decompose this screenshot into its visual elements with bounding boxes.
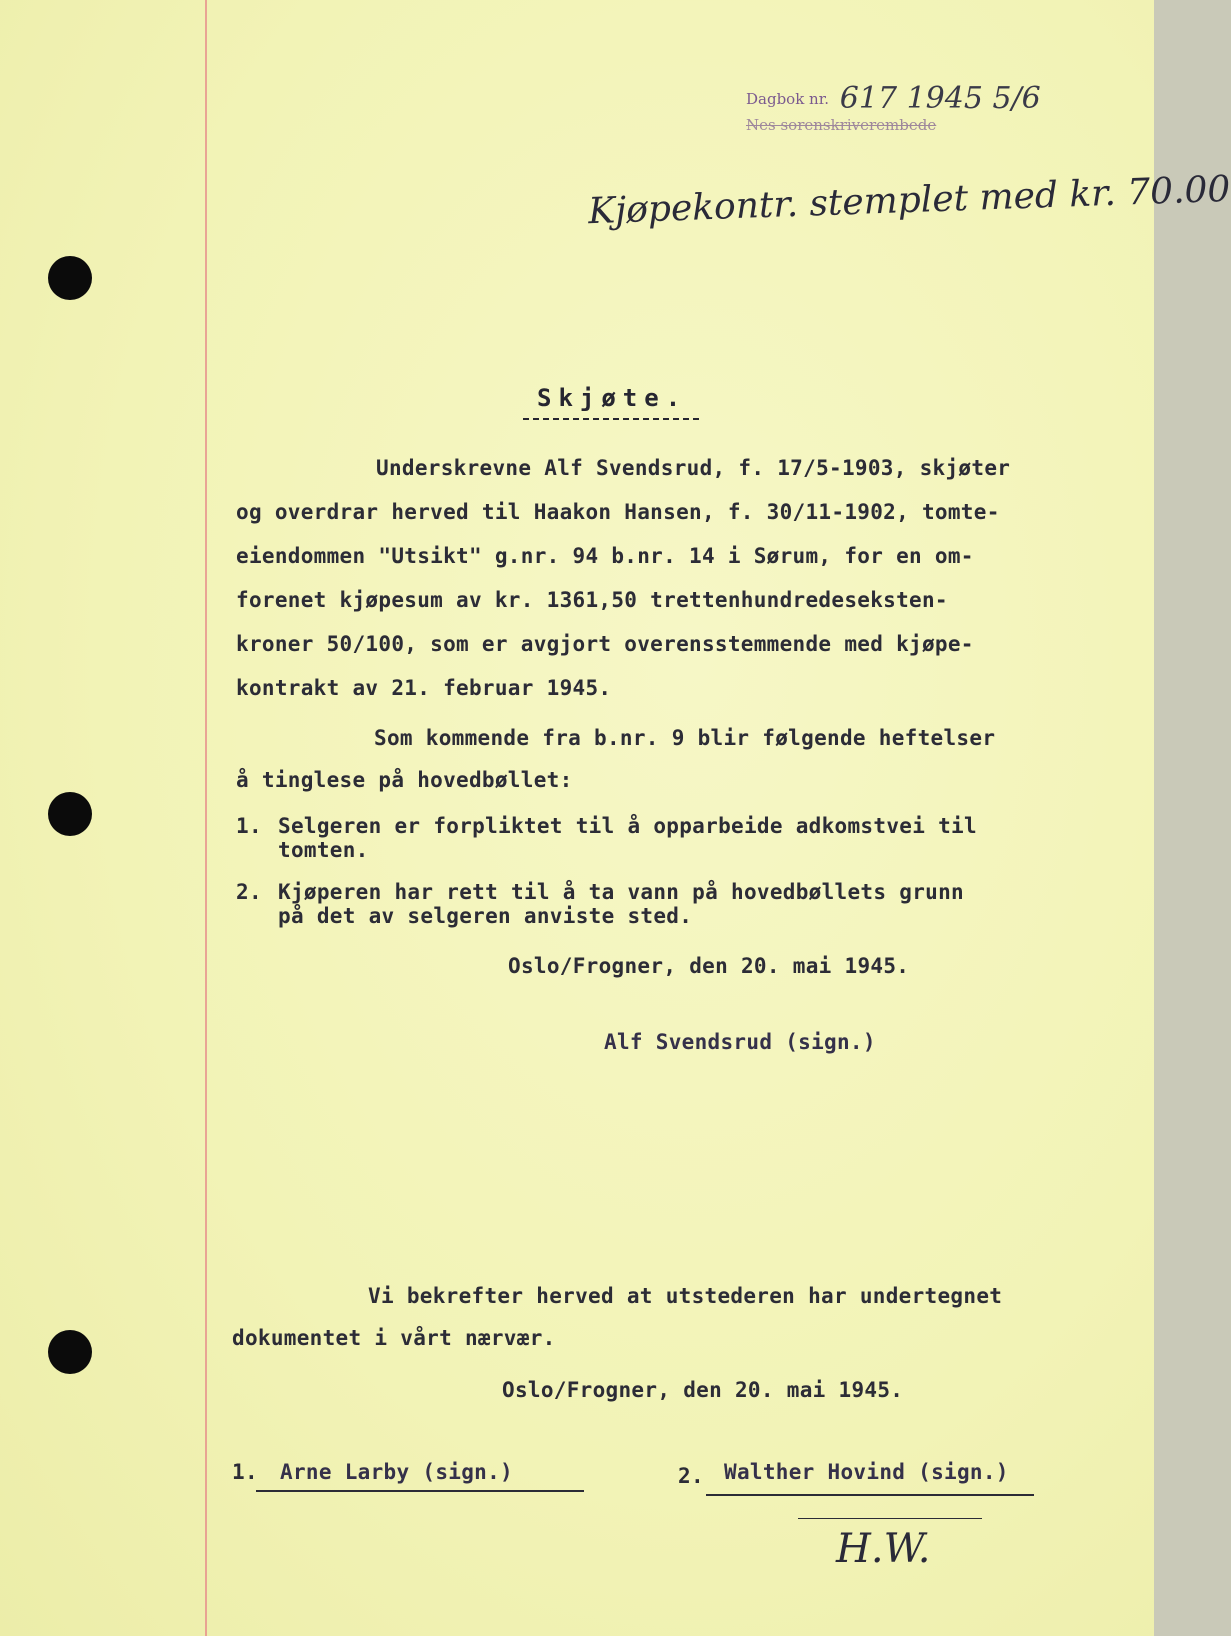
paragraph-1-line: og overdrar herved til Haakon Hansen, f. 30/11-1902, tomte-	[236, 500, 1000, 524]
stamp-label: Dagbok nr.	[746, 90, 830, 108]
punch-hole	[48, 256, 92, 300]
paragraph-2-line: Som kommende fra b.nr. 9 blir følgende heftelser	[374, 726, 996, 750]
handwritten-note: Kjøpekontr. stemplet med kr. 70.00	[587, 168, 1231, 233]
item-line: tomten.	[278, 838, 369, 862]
registry-stamp	[746, 81, 1041, 138]
margin-rule	[205, 0, 207, 1636]
signature-line	[706, 1494, 1034, 1496]
punch-hole	[48, 792, 92, 836]
handwritten-initials: H.W.	[836, 1526, 931, 1572]
title-underline	[523, 418, 699, 420]
witness-statement-line: Vi bekrefter herved at utstederen har undertegnet	[368, 1284, 1003, 1308]
witness-number: 2.	[678, 1464, 704, 1488]
stamp-handwritten-number: 617 1945 5/6	[839, 81, 1041, 116]
item-number: 2.	[236, 880, 262, 904]
place-date: Oslo/Frogner, den 20. mai 1945.	[502, 1378, 904, 1402]
item-line: Selgeren er forpliktet til å opparbeide adkomstvei til	[278, 814, 977, 838]
witness-signature: Walther Hovind (sign.)	[724, 1460, 1009, 1484]
paragraph-1-line: Underskrevne Alf Svendsrud, f. 17/5-1903, skjøter	[376, 456, 1011, 480]
punch-hole	[48, 1330, 92, 1374]
paragraph-1-line: kroner 50/100, som er avgjort overensstemmende med kjøpe-	[236, 632, 974, 656]
paragraph-1-line: forenet kjøpesum av kr. 1361,50 trettenhundredeseksten-	[236, 588, 948, 612]
witness-number: 1.	[232, 1460, 258, 1484]
seller-signature: Alf Svendsrud (sign.)	[604, 1030, 876, 1054]
witness-statement-line: dokumentet i vårt nærvær.	[232, 1326, 556, 1350]
paragraph-1-line: eiendommen "Utsikt" g.nr. 94 b.nr. 14 i Sørum, for en om-	[236, 544, 974, 568]
document-title: Skjøte.	[537, 384, 688, 412]
place-date: Oslo/Frogner, den 20. mai 1945.	[508, 954, 910, 978]
item-line: Kjøperen har rett til å ta vann på hovedbøllets grunn	[278, 880, 964, 904]
item-line: på det av selgeren anviste sted.	[278, 904, 693, 928]
item-number: 1.	[236, 814, 262, 838]
paragraph-1-line: kontrakt av 21. februar 1945.	[236, 676, 612, 700]
initials-rule	[798, 1518, 982, 1519]
witness-signature: Arne Larby (sign.)	[280, 1460, 513, 1484]
paragraph-2-line: å tinglese på hovedbøllet:	[236, 768, 573, 792]
signature-line	[256, 1490, 584, 1492]
stamp-office: Nes sorenskriverembede	[746, 116, 937, 134]
